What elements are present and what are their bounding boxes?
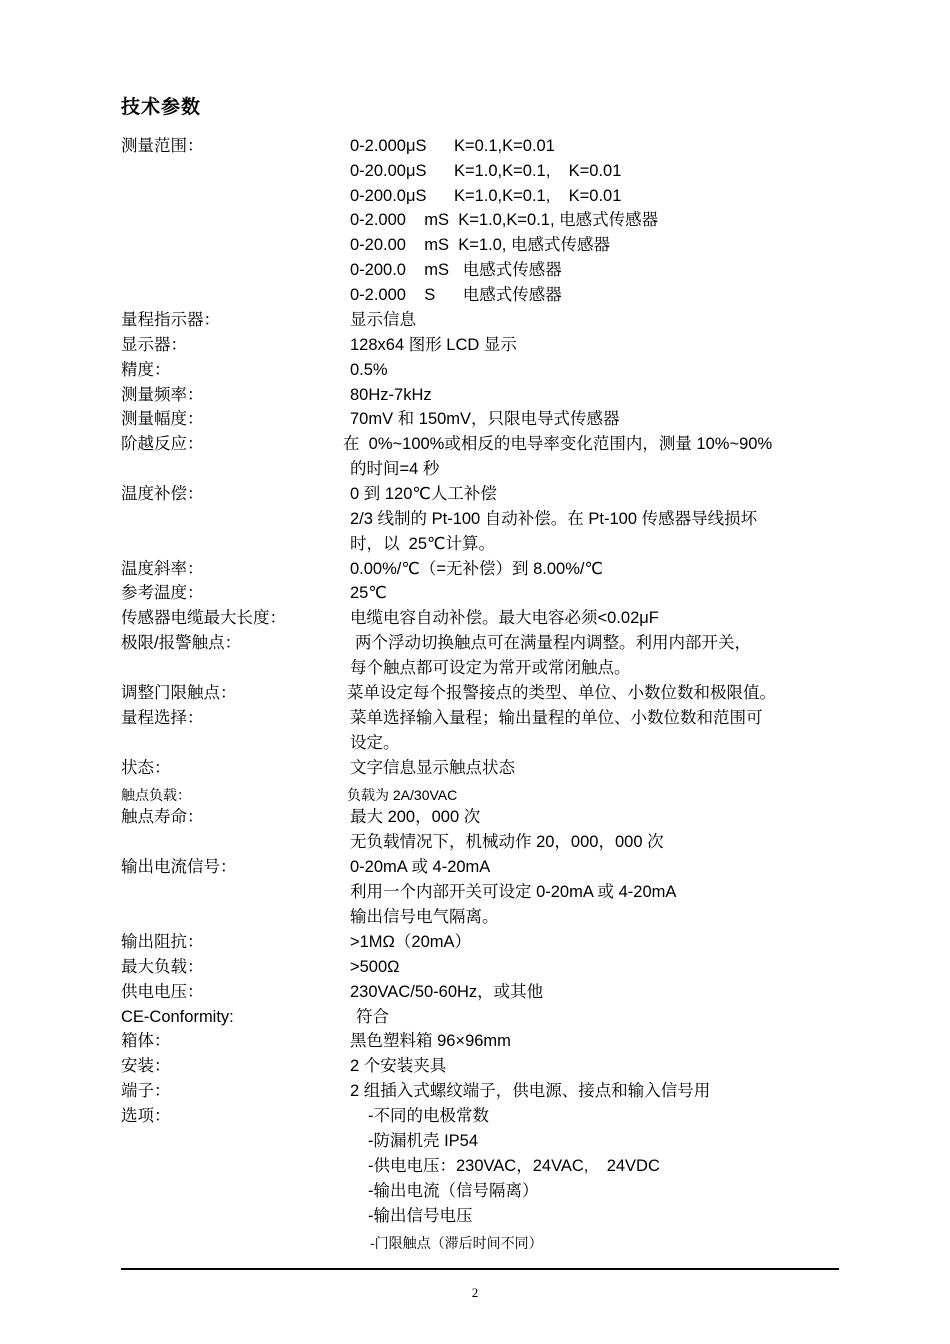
param-value: 菜单设定每个报警接点的类型、单位、小数位数和极限值。 [347,684,776,702]
param-value: 0-20.00 mS K=1.0, 电感式传感器 [350,236,610,254]
param-value: 黑色塑料箱 96×96mm [350,1032,511,1050]
param-value: 0.00%/℃（=无补偿）到 8.00%/℃ [350,560,604,578]
param-value: 电缆电容自动补偿。最大电容必须<0.02μF [350,609,659,627]
param-label: 触点负载： [121,787,191,803]
param-label: 测量范围： [121,137,204,155]
param-value: 利用一个内部开关可设定 0-20mA 或 4-20mA [350,883,677,901]
param-label: 量程选择： [121,709,204,727]
param-value: 0-2.000 mS K=1.0,K=0.1, 电感式传感器 [350,211,659,229]
param-label: 输出电流信号： [121,858,237,876]
param-value: 菜单选择输入量程；输出量程的单位、小数位数和范围可 [350,709,763,727]
param-label: 温度斜率： [121,560,204,578]
param-value: 设定。 [350,734,400,752]
param-value: 负载为 2A/30VAC [347,787,458,803]
param-value: 显示信息 [350,311,416,329]
param-value: 的时间=4 秒 [350,460,440,478]
param-value: 2 组插入式螺纹端子，供电源、接点和输入信号用 [350,1082,711,1100]
param-label: 阶越反应： [121,435,204,453]
param-value: 2 个安装夹具 [350,1057,447,1075]
param-value: 2/3 线制的 Pt-100 自动补偿。在 Pt-100 传感器导线损坏 [350,510,758,528]
param-label: 触点寿命： [121,808,204,826]
param-label: 传感器电缆最大长度： [121,609,286,627]
page-number: 2 [471,1285,479,1300]
param-value: 0-2.000 S 电感式传感器 [350,286,562,304]
param-value: 0 到 120℃人工补偿 [350,485,497,503]
param-label: 调整门限触点： [121,684,237,702]
param-value: 文字信息显示触点状态 [350,759,515,777]
param-value: 在 0%~100%或相反的电导率变化范围内，测量 10%~90% [343,435,773,453]
param-value: 0-200.0 mS 电感式传感器 [350,261,562,279]
param-value: 80Hz-7kHz [350,386,432,404]
option-item: -供电电压：230VAC，24VAC, 24VDC [368,1157,660,1175]
param-label: 极限/报警触点： [121,634,242,652]
param-value: 0.5% [350,361,388,379]
param-value: 128x64 图形 LCD 显示 [350,336,517,354]
param-value: 输出信号电气隔离。 [350,908,499,926]
param-label: 箱体： [121,1032,171,1050]
option-item: -门限触点（滞后时间不同） [370,1235,543,1251]
param-label: 端子： [121,1082,171,1100]
param-label: 供电电压： [121,983,204,1001]
param-value: 0-20mA 或 4-20mA [350,858,491,876]
param-value: >500Ω [350,958,400,976]
param-label: 测量频率： [121,386,204,404]
option-item: -不同的电极常数 [368,1107,489,1125]
param-label: 测量幅度： [121,410,204,428]
param-value: 两个浮动切换触点可在满量程内调整。利用内部开关， [355,634,751,652]
param-label: 量程指示器： [121,311,220,329]
param-value: 230VAC/50-60Hz，或其他 [350,983,544,1001]
param-value: >1MΩ（20mA） [350,933,471,951]
param-value: 符合 [356,1008,389,1026]
param-value: 0-200.0μS K=1.0,K=0.1, K=0.01 [350,187,622,205]
param-label: 显示器： [121,336,187,354]
param-value: 0-20.00μS K=1.0,K=0.1, K=0.01 [350,162,622,180]
param-value: 0-2.000μS K=0.1,K=0.01 [350,137,555,155]
option-item: -防漏机壳 IP54 [368,1132,479,1150]
param-label: 温度补偿： [121,485,204,503]
section-title: 技术参数 [121,97,202,118]
footer-rule [121,1268,839,1270]
param-label: 精度： [121,361,171,379]
option-item: -输出电流（信号隔离） [368,1182,539,1200]
param-label: 最大负载： [121,958,204,976]
param-label: 输出阻抗： [121,933,204,951]
param-label: 参考温度： [121,584,204,602]
param-value: 70mV 和 150mV，只限电导式传感器 [350,410,620,428]
param-label: 安装： [121,1057,171,1075]
param-label: 状态： [121,759,171,777]
option-item: -输出信号电压 [368,1207,473,1225]
param-value: 25℃ [350,584,387,602]
param-value: 每个触点都可设定为常开或常闭触点。 [350,659,631,677]
param-value: 最大 200，000 次 [350,808,481,826]
param-label: CE-Conformity: [121,1008,234,1026]
param-value: 无负载情况下，机械动作 20，000，000 次 [350,833,664,851]
param-value: 时，以 25℃计算。 [350,535,496,553]
param-label: 选项： [121,1107,171,1125]
